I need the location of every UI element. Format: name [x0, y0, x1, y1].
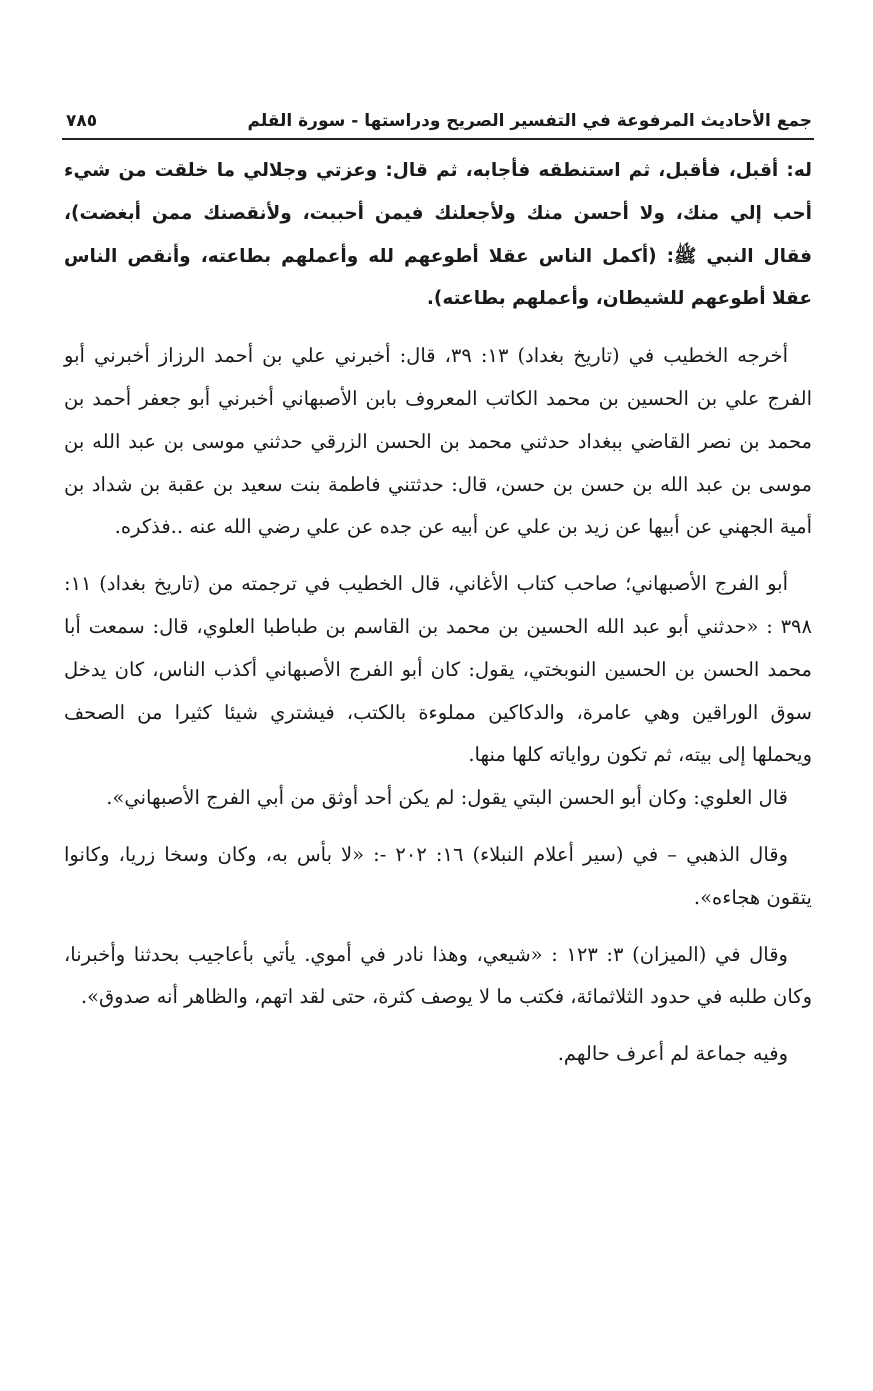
hadith-text-paragraph: له: أقبل، فأقبل، ثم استنطقه فأجابه، ثم قال: وعزتي وجلالي ما خلقت من شيء أحب إلي منك، ولا أحسن منك ولأجعلنك فيمن أحببت، ولأنقصنك ممن أبغضت)، فقال النبي ﷺ: (أكمل الناس عقلا أطوعهم لله وأعملهم بطاعته، وأنقص الناس عقلا أطوعهم للشيطان، وأعملهم بطاعته).	[64, 160, 812, 310]
page-header	[62, 104, 814, 140]
page-number: ٧٨٥	[66, 111, 98, 131]
closing-paragraph: وفيه جماعة لم أعرف حالهم.	[557, 1042, 788, 1066]
narrator-paragraph: أبو الفرج الأصبهاني؛ صاحب كتاب الأغاني، قال الخطيب في ترجمته من (تاريخ بغداد) ١١: ٣٩٨ : «حدثني أبو عبد الله الحسين بن محمد بن القاسم بن طباطبا العلوي، قال: سمعت أبا محمد الحسن بن الحسين النوبختي، يقول: كان أبو الفرج الأصبهاني أكذب الناس، كان يدخل سوق الوراقين وهي عامرة، والدكاكين مملوءة بالكتب، فيشتري شيئا كثيرا من الصحف ويحملها إلى بيته، ثم تكون رواياته كلها منها.	[64, 572, 812, 767]
page-body	[64, 150, 812, 1076]
takhrij-paragraph: أخرجه الخطيب في (تاريخ بغداد) ١٣: ٣٩، قال: أخبرني علي بن أحمد الرزاز أخبرني أبو الفرج علي بن الحسين بن محمد الكاتب المعروف بابن الأصبهاني أخبرني أبو جعفر أحمد بن محمد بن نصر القاضي ببغداد حدثني محمد بن الحسن الزرقي حدثني موسى بن عبد الله بن موسى بن عبد الله بن حسن بن حسن، قال: حدثتني فاطمة بنت سعيد بن عقبة بن شداد بن أمية الجهني عن أبيها عن زيد بن علي عن أبيه عن جده عن علي رضي الله عنه ..فذكره.	[64, 344, 812, 539]
dhahabi-mizan-paragraph: وقال في (الميزان) ٣: ١٢٣ : «شيعي، وهذا نادر في أموي. يأتي بأعاجيب بحدثنا وأخبرنا، وكان طلبه في حدود الثلاثمائة، فكتب ما لا يوصف كثرة، حتى لقد اتهم، والظاهر أنه صدوق».	[64, 942, 812, 1009]
alawi-quote-paragraph: قال العلوي: وكان أبو الحسن البتي يقول: لم يكن أحد أوثق من أبي الفرج الأصبهاني».	[106, 786, 788, 810]
running-title: جمع الأحاديث المرفوعة في التفسير الصريح ودراستها - سورة القلم	[247, 111, 812, 131]
dhahabi-siyar-paragraph: وقال الذهبي – في (سير أعلام النبلاء) ١٦: ٢٠٢ -: «لا بأس به، وكان وسخا زريا، وكانوا يتقون هجاءه».	[64, 842, 812, 909]
